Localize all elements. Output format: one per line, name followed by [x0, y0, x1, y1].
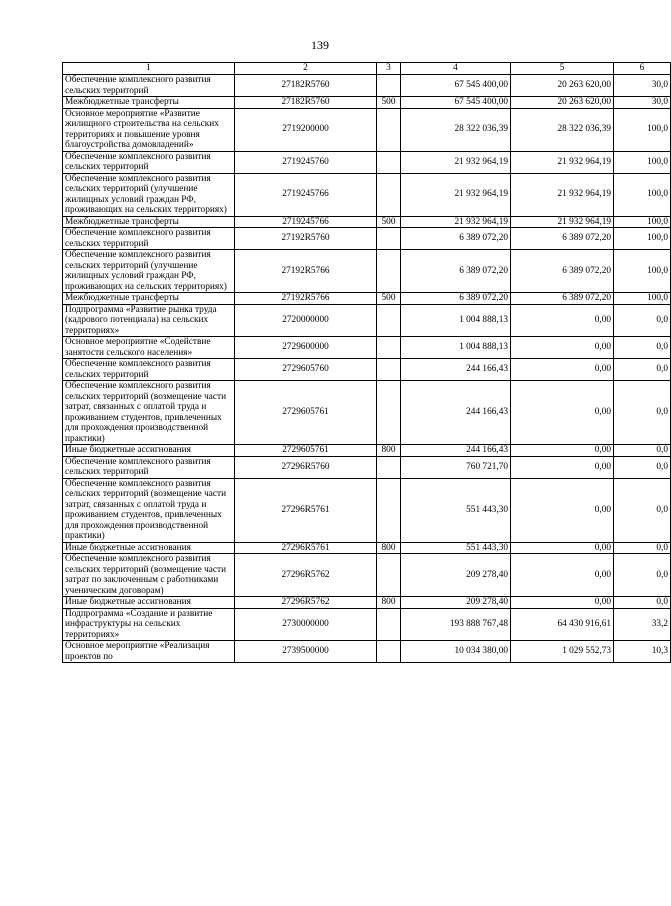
row-name-cell: Межбюджетные трансферты	[63, 293, 235, 305]
column-header: 1	[63, 63, 235, 75]
row-percent-cell: 0,0	[614, 456, 671, 478]
row-plan-amount-cell: 551 443,30	[401, 478, 511, 542]
row-plan-amount-cell: 760 721,70	[401, 456, 511, 478]
row-percent-cell: 100,0	[614, 108, 671, 151]
row-percent-cell: 0,0	[614, 542, 671, 554]
row-name-cell: Подпрограмма «Развитие рынка труда (кадрового потенциала) на сельских территориях»	[63, 304, 235, 337]
row-plan-amount-cell: 10 034 380,00	[401, 641, 511, 663]
row-percent-cell: 100,0	[614, 228, 671, 250]
row-expense-type-cell: 800	[377, 445, 401, 457]
row-plan-amount-cell: 67 545 400,00	[401, 97, 511, 109]
row-percent-cell: 33,2	[614, 608, 671, 641]
table-row	[63, 641, 671, 663]
table-row	[63, 151, 671, 173]
column-header: 2	[235, 63, 377, 75]
row-plan-amount-cell: 551 443,30	[401, 542, 511, 554]
row-actual-amount-cell: 0,00	[511, 359, 614, 381]
row-expense-type-cell	[377, 381, 401, 445]
row-plan-amount-cell: 6 389 072,20	[401, 228, 511, 250]
row-code-cell: 27296R5762	[235, 554, 377, 597]
row-plan-amount-cell: 21 932 964,19	[401, 216, 511, 228]
row-plan-amount-cell: 21 932 964,19	[401, 173, 511, 216]
row-plan-amount-cell: 244 166,43	[401, 445, 511, 457]
row-plan-amount-cell: 1 004 888,13	[401, 304, 511, 337]
row-name-cell: Подпрограмма «Создание и развитие инфраструктуры на сельских территориях»	[63, 608, 235, 641]
table-row	[63, 304, 671, 337]
row-expense-type-cell	[377, 359, 401, 381]
row-name-cell: Основное мероприятие «Содействие занятости сельского населения»	[63, 337, 235, 359]
row-actual-amount-cell: 21 932 964,19	[511, 216, 614, 228]
table-row	[63, 216, 671, 228]
row-actual-amount-cell: 64 430 916,61	[511, 608, 614, 641]
page-number: 139	[311, 38, 329, 52]
row-percent-cell: 30,0	[614, 97, 671, 109]
row-name-cell: Обеспечение комплексного развития сельских территорий	[63, 75, 235, 97]
row-actual-amount-cell: 0,00	[511, 304, 614, 337]
table-row	[63, 75, 671, 97]
row-actual-amount-cell: 28 322 036,39	[511, 108, 614, 151]
row-code-cell: 27192R5766	[235, 293, 377, 305]
row-code-cell: 2719245760	[235, 151, 377, 173]
row-code-cell: 27182R5760	[235, 97, 377, 109]
row-code-cell: 2729605761	[235, 381, 377, 445]
row-code-cell: 2729600000	[235, 337, 377, 359]
row-actual-amount-cell: 6 389 072,20	[511, 293, 614, 305]
row-name-cell: Обеспечение комплексного развития сельских территорий (возмещение части затрат по заключенным с работниками ученическим договорам)	[63, 554, 235, 597]
row-actual-amount-cell: 0,00	[511, 456, 614, 478]
row-code-cell: 27296R5760	[235, 456, 377, 478]
row-code-cell: 2729605760	[235, 359, 377, 381]
table-row	[63, 542, 671, 554]
row-code-cell: 27296R5761	[235, 542, 377, 554]
row-percent-cell: 0,0	[614, 478, 671, 542]
row-name-cell: Межбюджетные трансферты	[63, 97, 235, 109]
table-row	[63, 478, 671, 542]
row-expense-type-cell	[377, 554, 401, 597]
table-row	[63, 173, 671, 216]
table-row	[63, 228, 671, 250]
row-actual-amount-cell: 0,00	[511, 478, 614, 542]
row-name-cell: Обеспечение комплексного развития сельских территорий (улучшение жилищных условий граждан РФ, проживающих на сельских территориях)	[63, 250, 235, 293]
row-percent-cell: 0,0	[614, 337, 671, 359]
table-row	[63, 445, 671, 457]
row-actual-amount-cell: 0,00	[511, 597, 614, 609]
row-code-cell: 27192R5760	[235, 228, 377, 250]
row-name-cell: Иные бюджетные ассигнования	[63, 597, 235, 609]
row-expense-type-cell: 500	[377, 97, 401, 109]
row-name-cell: Иные бюджетные ассигнования	[63, 445, 235, 457]
row-plan-amount-cell: 6 389 072,20	[401, 293, 511, 305]
row-actual-amount-cell: 0,00	[511, 445, 614, 457]
row-actual-amount-cell: 0,00	[511, 554, 614, 597]
column-header: 5	[511, 63, 614, 75]
row-percent-cell: 10,3	[614, 641, 671, 663]
table-row	[63, 359, 671, 381]
column-header: 6	[614, 63, 671, 75]
row-plan-amount-cell: 209 278,40	[401, 597, 511, 609]
table-row	[63, 456, 671, 478]
row-expense-type-cell	[377, 608, 401, 641]
row-code-cell: 27192R5766	[235, 250, 377, 293]
row-percent-cell: 100,0	[614, 173, 671, 216]
row-name-cell: Основное мероприятие «Реализация проектов по	[63, 641, 235, 663]
row-percent-cell: 100,0	[614, 151, 671, 173]
row-code-cell: 27182R5760	[235, 75, 377, 97]
row-name-cell: Обеспечение комплексного развития сельских территорий	[63, 456, 235, 478]
row-plan-amount-cell: 1 004 888,13	[401, 337, 511, 359]
row-percent-cell: 100,0	[614, 293, 671, 305]
row-percent-cell: 0,0	[614, 381, 671, 445]
table-row	[63, 608, 671, 641]
row-name-cell: Обеспечение комплексного развития сельских территорий	[63, 359, 235, 381]
row-percent-cell: 0,0	[614, 359, 671, 381]
row-percent-cell: 0,0	[614, 554, 671, 597]
column-header: 3	[377, 63, 401, 75]
row-name-cell: Основное мероприятие «Развитие жилищного строительства на сельских территориях и повышение уровня благоустройства домовладений»	[63, 108, 235, 151]
row-percent-cell: 100,0	[614, 250, 671, 293]
budget-table	[62, 62, 671, 663]
row-expense-type-cell: 800	[377, 597, 401, 609]
table-row	[63, 250, 671, 293]
row-plan-amount-cell: 28 322 036,39	[401, 108, 511, 151]
row-plan-amount-cell: 209 278,40	[401, 554, 511, 597]
row-name-cell: Обеспечение комплексного развития сельских территорий (возмещение части затрат, связанных с оплатой труда и проживанием студентов, привлеченных для прохождения производственной практики)	[63, 381, 235, 445]
row-name-cell: Межбюджетные трансферты	[63, 216, 235, 228]
row-expense-type-cell	[377, 250, 401, 293]
table-row	[63, 337, 671, 359]
table-row	[63, 381, 671, 445]
row-expense-type-cell: 800	[377, 542, 401, 554]
row-code-cell: 2730000000	[235, 608, 377, 641]
row-expense-type-cell: 500	[377, 293, 401, 305]
row-expense-type-cell	[377, 151, 401, 173]
row-plan-amount-cell: 21 932 964,19	[401, 151, 511, 173]
row-name-cell: Обеспечение комплексного развития сельских территорий (улучшение жилищных условий граждан РФ, проживающих на сельских территориях)	[63, 173, 235, 216]
table-row	[63, 97, 671, 109]
row-actual-amount-cell: 21 932 964,19	[511, 151, 614, 173]
row-percent-cell: 0,0	[614, 304, 671, 337]
row-code-cell: 2719245766	[235, 173, 377, 216]
row-actual-amount-cell: 0,00	[511, 337, 614, 359]
table-row	[63, 108, 671, 151]
row-code-cell: 2719200000	[235, 108, 377, 151]
row-expense-type-cell: 500	[377, 216, 401, 228]
row-code-cell: 27296R5761	[235, 478, 377, 542]
row-actual-amount-cell: 21 932 964,19	[511, 173, 614, 216]
row-actual-amount-cell: 20 263 620,00	[511, 97, 614, 109]
row-actual-amount-cell: 1 029 552,73	[511, 641, 614, 663]
row-expense-type-cell	[377, 228, 401, 250]
row-plan-amount-cell: 67 545 400,00	[401, 75, 511, 97]
row-name-cell: Обеспечение комплексного развития сельских территорий	[63, 151, 235, 173]
row-plan-amount-cell: 244 166,43	[401, 359, 511, 381]
row-name-cell: Иные бюджетные ассигнования	[63, 542, 235, 554]
row-actual-amount-cell: 0,00	[511, 542, 614, 554]
row-expense-type-cell	[377, 108, 401, 151]
row-expense-type-cell	[377, 456, 401, 478]
row-plan-amount-cell: 244 166,43	[401, 381, 511, 445]
row-percent-cell: 100,0	[614, 216, 671, 228]
row-plan-amount-cell: 193 888 767,48	[401, 608, 511, 641]
row-name-cell: Обеспечение комплексного развития сельских территорий (возмещение части затрат, связанных с оплатой труда и проживанием студентов, привлеченных для прохождения производственной практики)	[63, 478, 235, 542]
row-percent-cell: 0,0	[614, 597, 671, 609]
table-body	[63, 75, 671, 663]
row-name-cell: Обеспечение комплексного развития сельских территорий	[63, 228, 235, 250]
row-expense-type-cell	[377, 304, 401, 337]
table-header-row	[63, 63, 671, 75]
row-expense-type-cell	[377, 337, 401, 359]
row-expense-type-cell	[377, 641, 401, 663]
column-header: 4	[401, 63, 511, 75]
row-actual-amount-cell: 20 263 620,00	[511, 75, 614, 97]
row-expense-type-cell	[377, 75, 401, 97]
row-actual-amount-cell: 0,00	[511, 381, 614, 445]
row-code-cell: 2720000000	[235, 304, 377, 337]
row-plan-amount-cell: 6 389 072,20	[401, 250, 511, 293]
row-code-cell: 2739500000	[235, 641, 377, 663]
row-percent-cell: 30,0	[614, 75, 671, 97]
table-row	[63, 554, 671, 597]
table-row	[63, 597, 671, 609]
row-actual-amount-cell: 6 389 072,20	[511, 228, 614, 250]
row-code-cell: 27296R5762	[235, 597, 377, 609]
row-percent-cell: 0,0	[614, 445, 671, 457]
table-row	[63, 293, 671, 305]
row-expense-type-cell	[377, 478, 401, 542]
row-actual-amount-cell: 6 389 072,20	[511, 250, 614, 293]
row-code-cell: 2719245766	[235, 216, 377, 228]
row-expense-type-cell	[377, 173, 401, 216]
row-code-cell: 2729605761	[235, 445, 377, 457]
